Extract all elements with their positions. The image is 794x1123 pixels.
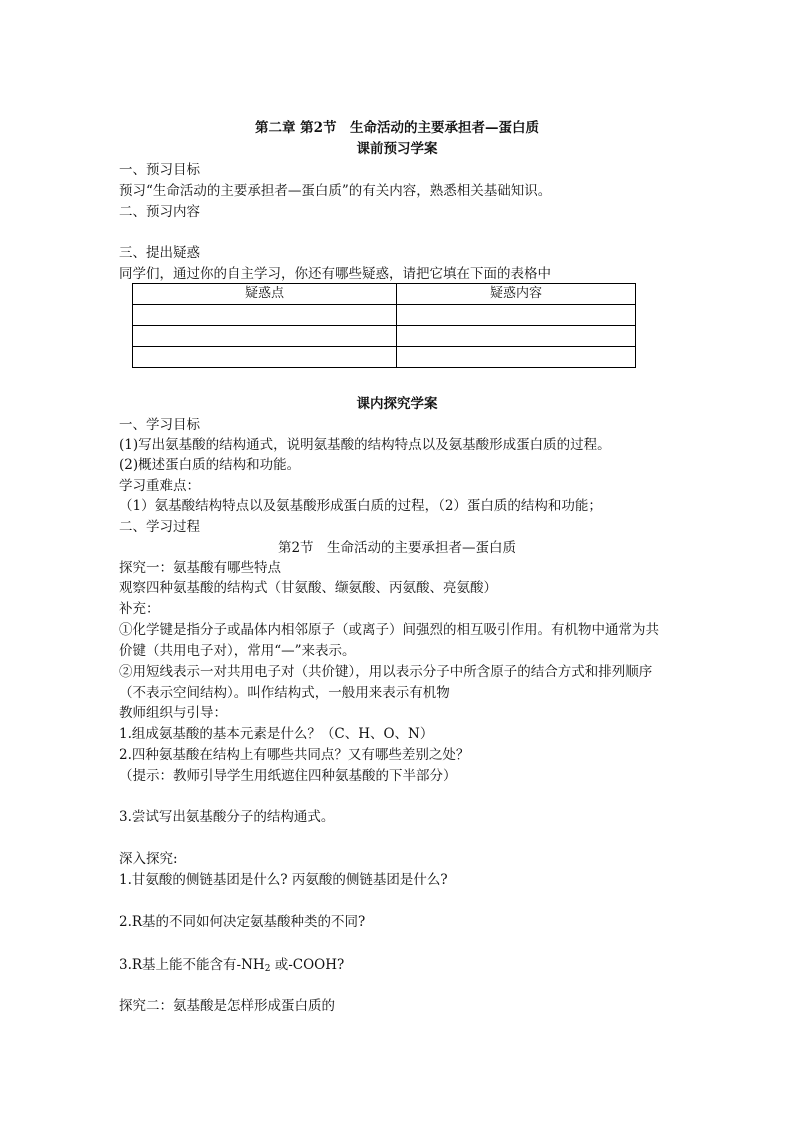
table-cell — [133, 326, 397, 347]
pre-study-heading: 课前预习学案 — [356, 141, 438, 157]
document-title: 第二章 第2节 生命活动的主要承担者—蛋白质 — [254, 120, 540, 136]
class-goal-1: (1)写出氨基酸的结构通式，说明氨基酸的结构特点以及氨基酸形成蛋白质的过程。 — [119, 437, 611, 453]
key-points-label: 学习重难点： — [119, 478, 200, 494]
question-table — [132, 283, 636, 368]
table-row — [133, 347, 636, 368]
table-row — [133, 305, 636, 326]
table-header-cell: 疑惑内容 — [397, 284, 636, 305]
class-goal-2: (2)概述蛋白质的结构和功能。 — [119, 457, 301, 473]
deep-explore-label: 深入探究: — [119, 851, 178, 867]
note-one-line2: 价键（共用电子对），常用“—”来表示。 — [119, 643, 356, 659]
deep-question-3-start: 3.R基上能不能含有-NH — [119, 957, 265, 973]
questions-intro: 同学们，通过你的自主学习，你还有哪些疑惑，请把它填在下面的表格中 — [119, 266, 551, 282]
hint-text: （提示：教师引导学生用纸遮住四种氨基酸的下半部分） — [119, 768, 457, 784]
teacher-guide-label: 教师组织与引导： — [119, 705, 227, 721]
process-heading: 二、学习过程 — [119, 519, 200, 535]
table-header-cell: 疑惑点 — [133, 284, 397, 305]
explore-one-heading: 探究一：氨基酸有哪些特点 — [119, 560, 281, 576]
pre-goal-heading: 一、预习目标 — [119, 162, 200, 178]
note-one-line1: ①化学键是指分子或晶体内相邻原子（或离子）间强烈的相互吸引作用。有机物中通常为共 — [119, 622, 659, 638]
deep-question-3 — [119, 955, 344, 979]
pre-content-heading: 二、预习内容 — [119, 204, 200, 220]
note-two-line1: ②用短线表示一对共用电子对（共价键），用以表示分子中所含原子的结合方式和排列顺序 — [119, 664, 653, 680]
in-class-heading: 课内探究学案 — [356, 396, 438, 412]
question-1: 1.组成氨基酸的基本元素是什么？（C、H、O、N） — [119, 726, 434, 742]
table-header-row — [133, 284, 636, 305]
section-title: 第2节 生命活动的主要承担者—蛋白质 — [277, 540, 517, 556]
supplement-label: 补充： — [119, 601, 160, 617]
table-cell — [133, 305, 397, 326]
pre-goal-text: 预习“生命活动的主要承担者—蛋白质”的有关内容，熟悉相关基础知识。 — [119, 183, 552, 199]
explore-two-heading: 探究二：氨基酸是怎样形成蛋白质的 — [119, 998, 335, 1014]
question-2: 2.四种氨基酸在结构上有哪些共同点？又有哪些差别之处？ — [119, 747, 470, 763]
class-goal-heading: 一、学习目标 — [119, 417, 200, 433]
deep-question-3-end: 或-COOH? — [270, 957, 345, 973]
table-row — [133, 326, 636, 347]
table-cell — [397, 305, 636, 326]
table-cell — [397, 326, 636, 347]
questions-heading: 三、提出疑惑 — [119, 245, 200, 261]
subscript-two: 2 — [264, 964, 271, 974]
table-cell — [133, 347, 397, 368]
observe-text: 观察四种氨基酸的结构式（甘氨酸、缬氨酸、丙氨酸、亮氨酸） — [119, 580, 497, 596]
deep-question-1: 1.甘氨酸的侧链基团是什么? 丙氨酸的侧链基团是什么? — [119, 872, 448, 888]
deep-question-2: 2.R基的不同如何决定氨基酸种类的不同? — [119, 914, 366, 930]
table-cell — [397, 347, 636, 368]
note-two-line2: （不表示空间结构）。叫作结构式，一般用来表示有机物 — [119, 685, 450, 701]
key-points-text: （1）氨基酸结构特点以及氨基酸形成蛋白质的过程，（2）蛋白质的结构和功能； — [119, 498, 602, 514]
question-3: 3.尝试写出氨基酸分子的结构通式。 — [119, 809, 335, 825]
